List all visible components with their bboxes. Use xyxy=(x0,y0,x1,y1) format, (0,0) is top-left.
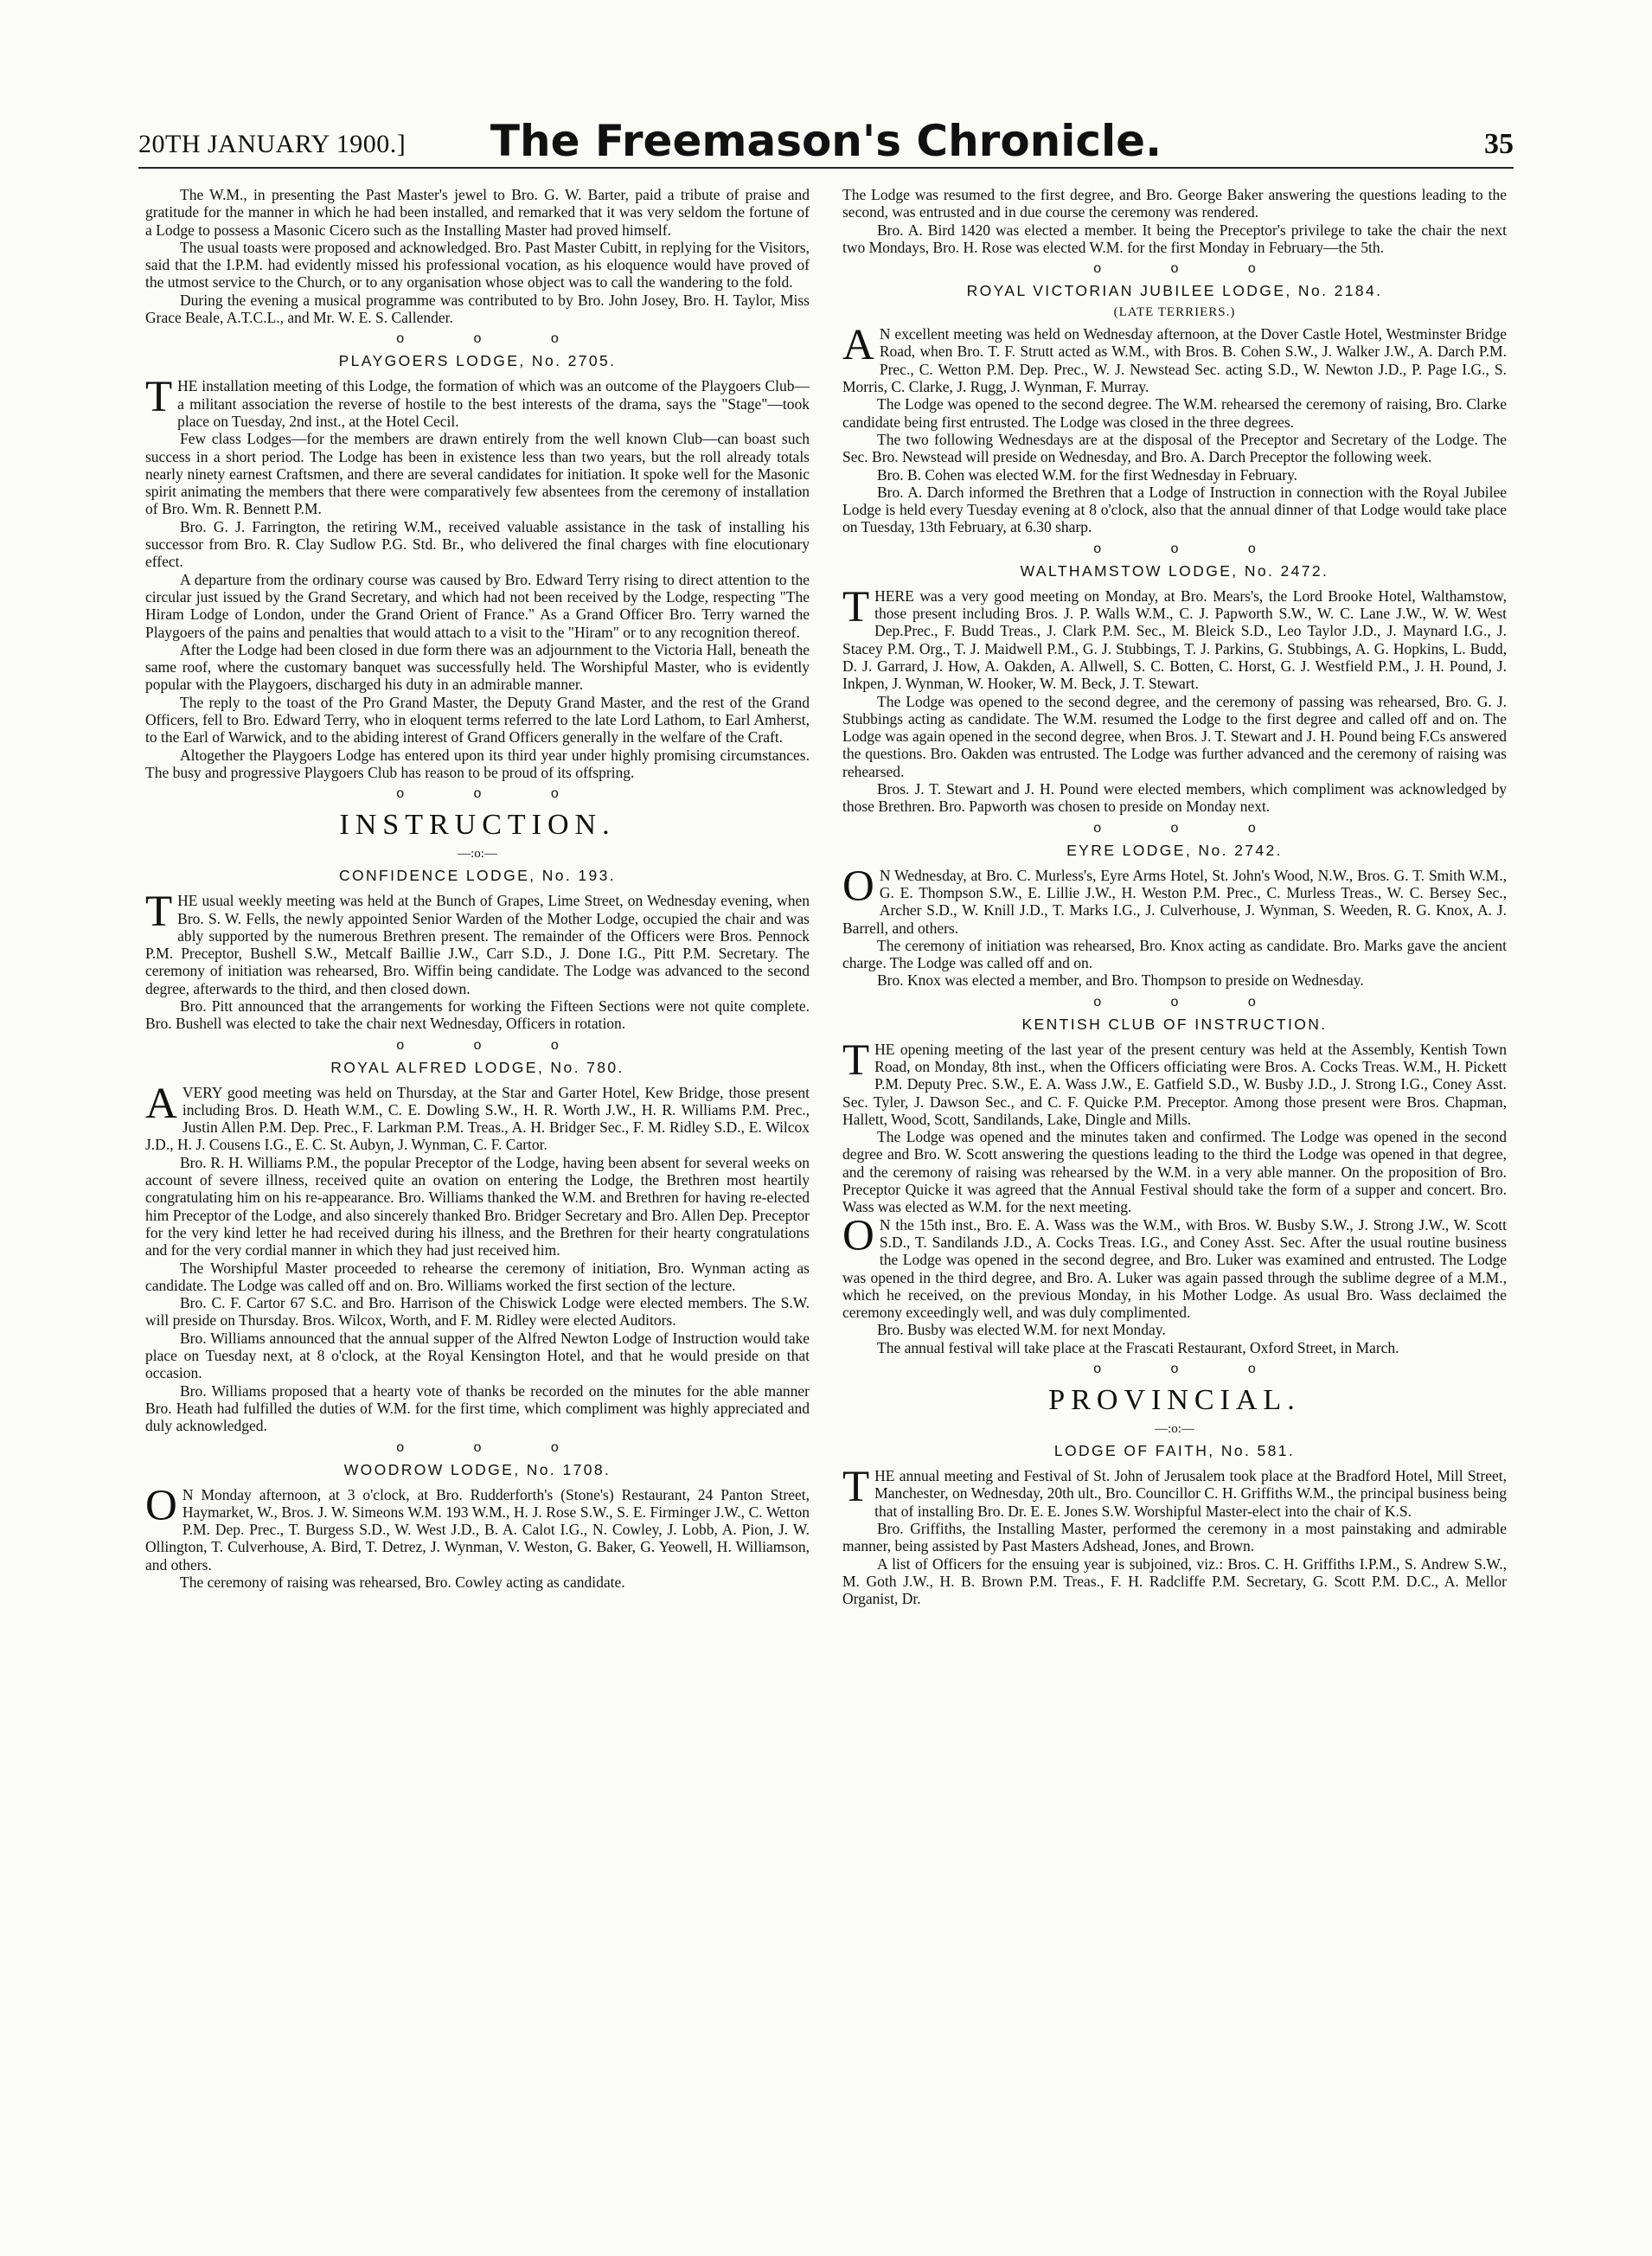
section-separator: o o o xyxy=(396,1037,592,1053)
paragraph: Bro. A. Darch informed the Brethren that a Lodge of Instruction in connection with the Royal Jubilee Lodge is held every Tuesday evening at 8 o'clock, also that the annual dinner of that Lodge would take place on Tuesday, 13th February, at 6.30 sharp. xyxy=(842,483,1507,536)
paragraph: A departure from the ordinary course was caused by Bro. Edward Terry rising to direct attention to the circular just issued by the Grand Secretary, and which had not been received by the Lodge, respecting "The Hiram Lodge of London, under the Grand Orient of France." As a Grand Officer Bro. Terry warned the Playgoers of the pains and penalties that would attach to a visit to the "Hiram" or to any recognition thereof. xyxy=(145,570,810,641)
section-heading-instruction: INSTRUCTION. xyxy=(339,809,616,842)
paragraph: Bro. Williams announced that the annual supper of the Alfred Newton Lodge of Instruction would take place on Tuesday next, at 8 o'clock, at the Royal Kensington Hotel, and that he would preside on that occasion. xyxy=(145,1329,810,1382)
paragraph: The Lodge was opened and the minutes taken and confirmed. The Lodge was opened in the second degree and Bro. W. Scott answering the questions leading to the third the Lodge was opened in that degree, and the ceremony of raising was rehearsed by the W.M. in a very able manner. On the proposition of Bro. Preceptor Quicke it was agreed that the Annual Festival should take the form of a supper and concert. Bro. Wass was elected as W.M. for the next meeting. xyxy=(842,1128,1507,1216)
section-separator: o o o xyxy=(1093,261,1289,277)
paragraph: ON Wednesday, at Bro. C. Murless's, Eyre Arms Hotel, St. John's Wood, N.W., Bros. G. T. Smith W.M., G. E. Thompson S.W., E. Lillie J.W., H. Weston P.M. Prec., C. Murless Treas., W. C. Bersey Sec., Archer S.D., W. Knill J.D., T. Marks I.G., J. Culverhouse, J. Wynman, S. Weeden, R. G. Knox, A. J. Barrell, and others. xyxy=(842,862,1507,937)
section-separator: o o o xyxy=(1093,1362,1289,1377)
paragraph: Bro. B. Cohen was elected W.M. for the first Wednesday in February. xyxy=(877,465,1298,484)
section-separator: o o o xyxy=(1093,541,1289,556)
page-number: 35 xyxy=(1484,128,1514,160)
paragraph: THE installation meeting of this Lodge, the formation of which was an outcome of the Playgoers Club—a militant association the reverse of hostile to the best interests of the drama, says the "Stage"—took place on Tuesday, 2nd inst., at the Hotel Cecil. xyxy=(145,373,810,430)
paragraph: Few class Lodges—for the members are drawn entirely from the well known Club—can boast such success in a short period. The Lodge has been in existence less than two years, but the roll already totals nearly ninety earnest Craftsmen, and there are several candidates for initiation. It spoke well for the Masonic spirit animating the members that there were comparatively few absentees from the ceremony of installation of Bro. Wm. R. Bennett P.M. xyxy=(145,430,810,518)
paragraph: Bro. Griffiths, the Installing Master, performed the ceremony in a most painstaking and admirable manner, being assisted by Past Masters Adshead, Jones, and Brown. xyxy=(842,1519,1507,1555)
paragraph: Bro. Busby was elected W.M. for next Monday. xyxy=(877,1321,1166,1339)
section-heading-confidence: CONFIDENCE LODGE, No. 193. xyxy=(338,867,617,885)
section-heading-royal-alfred: ROYAL ALFRED LODGE, No. 780. xyxy=(330,1058,624,1076)
paragraph: THE opening meeting of the last year of the present century was held at the Assembly, Kentish Town Road, on Monday, 8th inst., when the Officers officiating were Bros. A. Cocks Treas. W.M., H. Pickett P.M. Deputy Prec. S.W., E. A. Wass J.W., E. Gatfield S.D., W. Busby J.D., J. Strong I.G., Coney Asst. Sec. Tyler, J. Dawson Sec., and C. F. Quicke P.M. Preceptor. Among those present were Bros. Chapman, Hallett, Wood, Scott, Sandilands, Lake, Dingle and Mills. xyxy=(842,1035,1507,1128)
paragraph: Bro. R. H. Williams P.M., the popular Preceptor of the Lodge, having been absent for several weeks on account of severe illness, received quite an ovation on entering the Lodge, the Brethren most heartily congratulating him on his re-appearance. Bro. Williams thanked the W.M. and Brethren for having re-elected him Preceptor of the Lodge, and also sincerely thanked Bro. Bridger Secretary and Bro. Allen Dep. Preceptor for the very kind letter he had received during his illness, and the Brethren for their hearty congratulations and for the very cordial manner in which they had just received him. xyxy=(145,1153,810,1259)
paragraph: The usual toasts were proposed and acknowledged. Bro. Past Master Cubitt, in replying for the Visitors, said that the I.P.M. had evidently missed his professional vocation, as his eloquence would have proved of the utmost service to the Church, or to any organisation whose object was to call the wandering to the fold. xyxy=(145,238,810,292)
paragraph: Bro. G. J. Farrington, the retiring W.M., received valuable assistance in the task of installing his successor from Bro. R. Clay Sudlow P.G. Std. Br., who delivered the final charges with fine elocutionary effect. xyxy=(145,517,810,571)
section-heading-faith: LODGE OF FAITH, No. 581. xyxy=(1053,1442,1296,1460)
paragraph: Bros. J. T. Stewart and J. H. Pound were elected members, which compliment was acknowledged by those Brethren. Bro. Papworth was chosen to preside on Monday next. xyxy=(842,780,1507,816)
page-header xyxy=(138,114,1514,166)
paragraph: Bro. A. Bird 1420 was elected a member. It being the Preceptor's privilege to take the chair the next two Mondays, Bro. H. Rose was elected W.M. for the first Monday in February—the 5th. xyxy=(842,221,1507,256)
paragraph: The Lodge was resumed to the first degree, and Bro. George Baker answering the questions leading to the second, was entrusted and in due course the ceremony was rendered. xyxy=(842,186,1507,221)
paragraph: During the evening a musical programme was contributed to by Bro. John Josey, Bro. H. Taylor, Miss Grace Beale, A.T.C.L., and Mr. W. E. S. Callender. xyxy=(145,291,810,327)
sub-separator: —:o:— xyxy=(458,847,497,862)
paragraph: Bro. C. F. Cartor 67 S.C. and Bro. Harrison of the Chiswick Lodge were elected members. The S.W. will preside on Thursday. Bros. Wilcox, Worth, and F. M. Ridley were elected Auditors. xyxy=(145,1294,810,1330)
paragraph: Bro. Knox was elected a member, and Bro. Thompson to preside on Wednesday. xyxy=(877,971,1364,990)
paragraph: The Lodge was opened to the second degree, and the ceremony of passing was rehearsed, Bro. G. J. Stubbings acting as candidate. The W.M. resumed the Lodge to the first degree and called off and on. The Lodge was again opened in the second degree, when Bros. J. T. Stewart and J. H. Pound being F.Cs answered the questions. Bro. Oakden was entrusted. The Lodge was further advanced and the ceremony of raising was rehearsed. xyxy=(842,692,1507,780)
paragraph: The W.M., in presenting the Past Master's jewel to Bro. G. W. Barter, paid a tribute of praise and gratitude for the manner in which he had been installed, and remarked that it was very seldom the fortune of a Lodge to possess a Masonic Cicero such as the Installing Master had proved himself. xyxy=(145,186,810,239)
section-separator: o o o xyxy=(396,331,592,347)
left-column xyxy=(145,186,810,1591)
issue-date: 20TH JANUARY 1900.] xyxy=(138,130,407,158)
section-heading-walthamstow: WALTHAMSTOW LODGE, No. 2472. xyxy=(1020,561,1329,580)
paragraph: The annual festival will take place at the Frascati Restaurant, Oxford Street, in March. xyxy=(877,1338,1399,1356)
paragraph: The ceremony of initiation was rehearsed, Bro. Knox acting as candidate. Bro. Marks gave the ancient charge. The Lodge was called off and on. xyxy=(842,936,1507,972)
paragraph: THE usual weekly meeting was held at the Bunch of Grapes, Lime Street, on Wednesday evening, when Bro. S. W. Fells, the newly appointed Senior Warden of the Mother Lodge, occupied the chair and was ably supported by the numerous Brethren present. The remainder of the Officers were Bros. Pennock P.M. Preceptor, Bushell S.W., Metcalf Baillie J.W., Carr S.D., J. Done I.G., Pitt P.M. Secretary. The ceremony of initiation was rehearsed, Bro. Wiffin being candidate. The Lodge was advanced to the second degree, afterwards to the third, and then closed down. xyxy=(145,888,810,997)
paragraph: ON the 15th inst., Bro. E. A. Wass was the W.M., with Bros. W. Busby S.W., J. Strong J.W., W. Scott S.D., T. Sandilands J.D., A. Cocks Treas. I.G., and Coney Asst. Sec. After the usual routine business the Lodge was opened in the second degree, and Bro. Luker was examined and entrusted. The Lodge was opened in the third degree, and Bro. A. Luker was again passed through the sublime degree of a M.M., which he received, on the previous Monday, in his Mother Lodge. As usual Bro. Wass declaimed the ceremony exceedingly well, and was duly complimented. xyxy=(842,1211,1507,1322)
paragraph: The ceremony of raising was rehearsed, Bro. Cowley acting as candidate. xyxy=(180,1573,625,1591)
header-rule xyxy=(138,167,1514,169)
paragraph: The Worshipful Master proceeded to rehearse the ceremony of initiation, Bro. Wynman acting as candidate. The Lodge was called off and on. Bro. Williams worked the first section of the lecture. xyxy=(145,1259,810,1294)
paragraph: Altogether the Playgoers Lodge has entered upon its third year under highly promising circumstances. The busy and progressive Playgoers Club has reason to be proud of its offspring. xyxy=(145,746,810,781)
paragraph: ON Monday afternoon, at 3 o'clock, at Bro. Rudderforth's (Stone's) Restaurant, 24 Panton Street, Haymarket, W., Bros. J. W. Simeons W.M. 193 W.M., H. J. Rose S.W., S. E. Firminger J.W., C. Wetton P.M. Dep. Prec., T. Burgess S.D., W. West J.D., B. A. Calot I.G., N. Cowley, J. Lobb, A. Pion, J. W. Ollington, T. Culverhouse, A. Bird, T. Detrez, J. Wynman, V. Weston, G. Baker, G. Yeowell, H. Williamson, and others. xyxy=(145,1481,810,1573)
paragraph: After the Lodge had been closed in due form there was an adjournment to the Victoria Hall, beneath the same roof, where the customary banquet was successfully held. The Worshipful Master, who is evidently popular with the Playgoers, discharged his duty in an admirable manner. xyxy=(145,640,810,694)
sub-separator: —:o:— xyxy=(1155,1422,1194,1437)
section-heading-kentish: KENTISH CLUB OF INSTRUCTION. xyxy=(1021,1015,1328,1033)
paragraph: The reply to the toast of the Pro Grand Master, the Deputy Grand Master, and the rest of the Grand Officers, fell to Bro. Edward Terry, who in eloquent terms referred to the late Lord Lathom, to Earl Amherst, to the Earl of Warwick, and to the abiding interest of Grand Officers generally in the welfare of the Craft. xyxy=(145,693,810,747)
paragraph: AN excellent meeting was held on Wednesday afternoon, at the Dover Castle Hotel, Westminster Bridge Road, when Bro. T. F. Strutt acted as W.M., with Bros. B. Cohen S.W., J. Walker J.W., A. Darch P.M. Prec., C. Wetton P.M. Dep. Prec., W. J. Newstead Sec. acting S.D., W. Newton J.D., P. Page I.G., S. Morris, C. Clarke, J. Rugg, J. Wynman, F. Murray. xyxy=(842,321,1507,396)
paragraph: AVERY good meeting was held on Thursday, at the Star and Garter Hotel, Kew Bridge, those present including Bros. D. Heath W.M., C. E. Dowling S.W., H. R. Worth J.W., H. R. Williams P.M. Prec., Justin Allen P.M. Dep. Prec., F. Larkman P.M. Treas., A. H. Bridger Sec., F. M. Ridley S.D., E. Wilcox J.D., H. J. Cousens I.G., E. C. St. Aubyn, J. Wynman, C. F. Cartor. xyxy=(145,1079,810,1154)
paragraph: The two following Wednesdays are at the disposal of the Preceptor and Secretary of the Lodge. The Sec. Bro. Newstead will preside on Wednesday, and Bro. A. Darch Preceptor the following week. xyxy=(842,430,1507,466)
section-heading-royal-victorian: ROYAL VICTORIAN JUBILEE LODGE, No. 2184. xyxy=(966,282,1383,300)
paragraph: THE annual meeting and Festival of St. John of Jerusalem took place at the Bradford Hotel, Mill Street, Manchester, on Wednesday, 20th ult., Bro. Councillor C. H. Griffiths W.M., the principal business being that of installing Bro. Dr. E. E. Jones S.W. Worshipful Master-elect into the chair of K.S. xyxy=(842,1463,1507,1520)
paragraph: The Lodge was opened to the second degree. The W.M. rehearsed the ceremony of raising, Bro. Clarke candidate being first entrusted. The Lodge was closed in the three degrees. xyxy=(842,395,1507,431)
paragraph: THERE was a very good meeting on Monday, at Bro. Mears's, the Lord Brooke Hotel, Walthamstow, those present including Bros. J. P. Walls W.M., C. J. Papworth S.W., W. C. Lane J.W., W. W. West Dep.Prec., F. Budd Treas., J. Clark P.M. Sec., M. Bleick S.D., Leo Taylor J.D., J. Maynard I.G., J. Stacey P.M. Org., T. J. Maidwell P.M., G. J. Stubbings, T. J. Parkins, G. Stubbings, A. G. Hopkins, L. Budd, D. J. Garrard, J. How, A. Oakden, A. Allwell, S. C. Botten, C. Horst, G. J. Westfield P.M., J. H. Pound, J. Inkpen, J. Wynman, W. Hooker, W. M. Beck, J. T. Stewart. xyxy=(842,582,1507,693)
section-separator: o o o xyxy=(396,1439,592,1455)
section-heading-eyre: EYRE LODGE, No. 2742. xyxy=(1066,841,1283,859)
right-column xyxy=(842,186,1507,1607)
section-heading-playgoers: PLAYGOERS LODGE, No. 2705. xyxy=(338,352,617,370)
section-heading-woodrow: WOODROW LODGE, No. 1708. xyxy=(343,1460,611,1478)
paragraph: Bro. Williams proposed that a hearty vote of thanks be recorded on the minutes for the able manner Bro. Heath had fulfilled the duties of W.M. for the first time, which compliment was highly appreciated and duly acknowledged. xyxy=(145,1381,810,1435)
section-heading-provincial: PROVINCIAL. xyxy=(1048,1384,1301,1417)
paragraph: Bro. Pitt announced that the arrangements for working the Fifteen Sections were not quite complete. Bro. Bushell was elected to take the chair next Wednesday, Officers in rotation. xyxy=(145,997,810,1033)
section-separator: o o o xyxy=(396,786,592,802)
paragraph: A list of Officers for the ensuing year is subjoined, viz.: Bros. C. H. Griffiths I.P.M., S. Andrew S.W., M. Goth J.W., H. B. Brown P.M. Treas., F. H. Radcliffe P.M. Secretary, G. Scott P.M. D.C., A. Mellor Organist, Dr. xyxy=(842,1554,1507,1608)
masthead-title: The Freemason's Chronicle. xyxy=(490,116,1162,166)
section-subheading: (LATE TERRIERS.) xyxy=(1113,305,1236,320)
section-separator: o o o xyxy=(1093,994,1289,1009)
section-separator: o o o xyxy=(1093,820,1289,836)
